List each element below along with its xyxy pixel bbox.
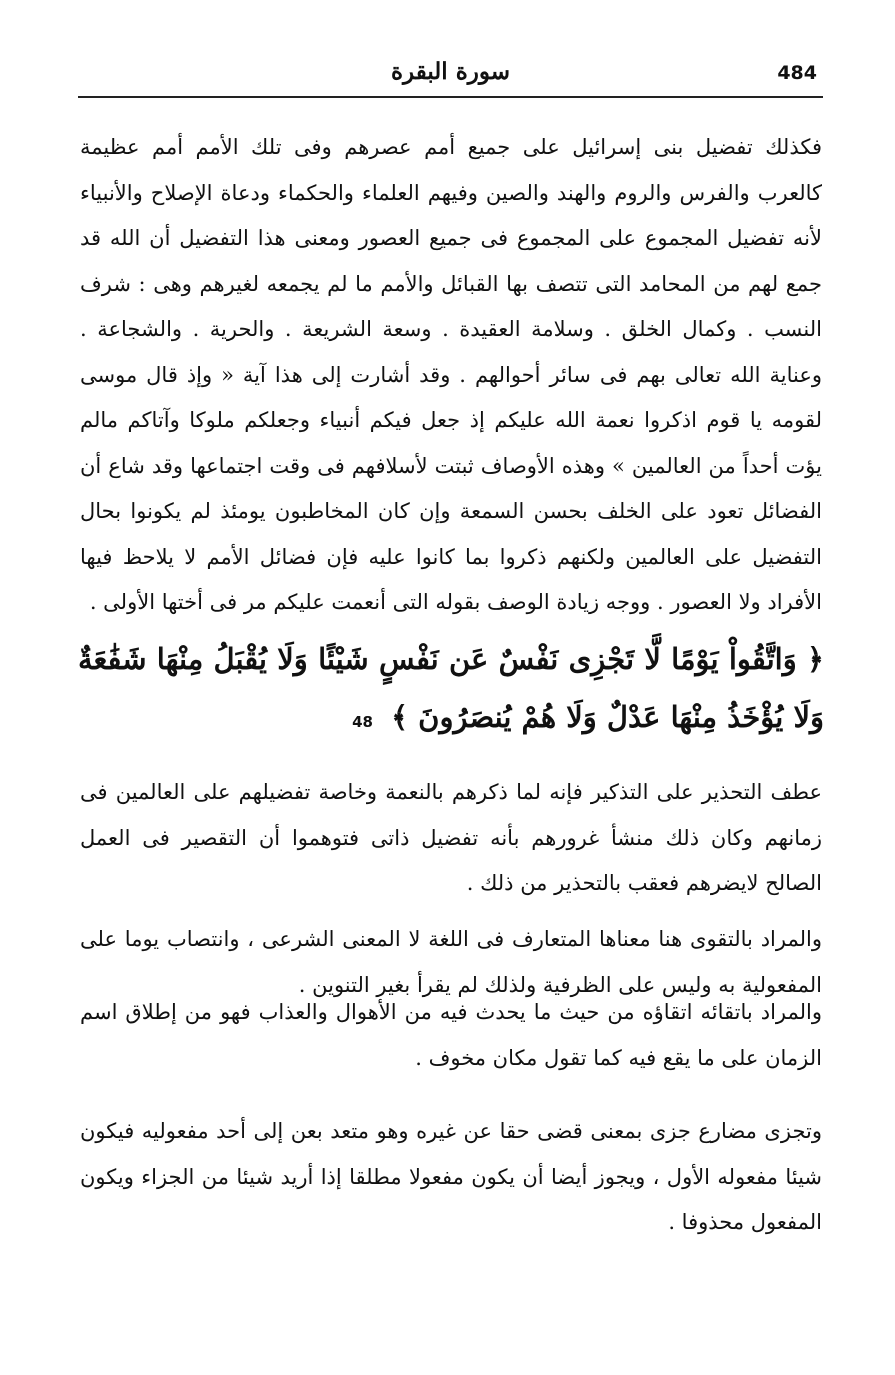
page-header [78, 52, 823, 98]
paragraph-2: عطف التحذير على التذكير فإنه لما ذكرهم بالنعمة وخاصة تفضيلهم على العالمين فى زمانهم وكان ذلك منشأ غرورهم بأنه تفضيل ذاتى فتوهموا أن التقصير فى العمل الصالح لايضرهم فعقب بالتحذير من ذلك . [80, 780, 822, 895]
running-head-title: سورة البقرة [390, 58, 511, 85]
verse-text: ﴿ وَاتَّقُواْ يَوْمًا لَّا تَجْزِى نَفْسٌ عَن نَفْسٍ شَيْئًا وَلَا يُقْبَلُ مِنْهَا شَفَٰعَةٌ وَلَا يُؤْخَذُ مِنْهَا عَدْلٌ وَلَا هُمْ يُنصَرُونَ ﴾ [78, 642, 824, 734]
paragraph-5: وتجزى مضارع جزى بمعنى قضى حقا عن غيره وهو متعد بعن إلى أحد مفعوليه فيكون شيئا مفعوله الأول ، ويجوز أيضا أن يكون مفعولا مطلقا إذا أريد شيئا من الجزاء ويكون المفعول محذوفا . [80, 1119, 822, 1234]
paragraph-1: فكذلك تفضيل بنى إسرائيل على جميع أمم عصرهم وفى تلك الأمم أمم عظيمة كالعرب والفرس والروم والهند والصين وفيهم العلماء والحكماء ودعاة الإصلاح والأنبياء لأنه تفضيل المجموع على المجموع فى جميع العصور ومعنى هذا التفضيل أن الله قد جمع لهم من المحامد التى تتصف بها القبائل والأمم ما لم يجمعه لغيرهم وهى : شرف النسب . وكمال الخلق . وسلامة العقيدة . وسعة الشريعة . والحرية . والشجاعة . وعناية الله تعالى بهم فى سائر أحوالهم . وقد أشارت إلى هذا آية « وإذ قال موسى لقومه يا قوم اذكروا نعمة الله عليكم إذ جعل فيكم أنبياء وجعلكم ملوكا وآتاكم مالم يؤت أحداً من العالمين » وهذه الأوصاف ثبتت لأسلافهم فى وقت اجتماعها وقد شاع أن الفضائل تعود على الخلف بحسن السمعة وإن كان المخاطبون يومئذ لم يكونوا بحال التفضيل على العالمين ولكنهم ذكروا بما كانوا عليه فإن فضائل الأمم لا يلاحظ فيها الأفراد ولا العصور . ووجه زيادة الوصف بقوله التى أنعمت عليكم مر فى أختها الأولى . [80, 135, 822, 614]
paragraph-4: والمراد باتقائه اتقاؤه من حيث ما يحدث فيه من الأهوال والعذاب فهو من إطلاق اسم الزمان على ما يقع فيه كما تقول مكان مخوف . [80, 1000, 822, 1070]
verse-number: 48 [352, 713, 373, 731]
quran-verse [78, 630, 824, 751]
paragraph-3: والمراد بالتقوى هنا معناها المتعارف فى اللغة لا المعنى الشرعى ، وانتصاب يوما على المفعولية به وليس على الظرفية ولذلك لم يقرأ بغير التنوين . [80, 927, 822, 997]
page-number: 484 [777, 62, 817, 84]
